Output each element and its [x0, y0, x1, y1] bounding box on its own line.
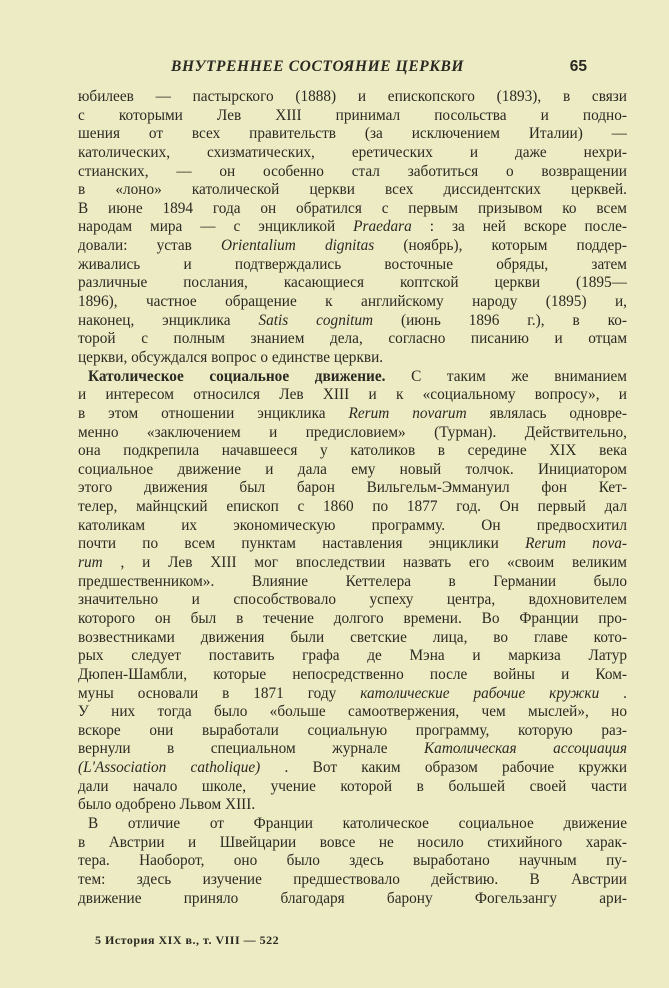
text-segment: Дюпен-Шамбли, которые непосредственно после войны и Ком- [78, 665, 627, 683]
text-segment: значительно и способствовало успеху центра, вдохновителем [78, 591, 627, 609]
text-segment: : за ней вскоре после- [429, 218, 627, 236]
text-segment: этого движения был барон Вильгельм-Эммануил фон Кет- [78, 479, 627, 497]
text-line [78, 368, 627, 387]
text-line [78, 890, 627, 909]
text-line [78, 703, 627, 722]
text-segment: . Вот каким образом рабочие кружки [284, 759, 627, 777]
text-line [78, 461, 627, 480]
text-segment: стианских, — он особенно стал заботиться о возвращении [78, 162, 627, 180]
text-segment: живались и подтверждались восточные обряды, затем [78, 255, 627, 273]
page-body-text [78, 88, 627, 908]
italic-text: католические рабочие кружки [360, 684, 600, 702]
text-segment: народам мира — с энцикликой [78, 218, 354, 236]
text-segment: В июне 1894 года он обратился с первым призывом ко всем [78, 199, 627, 217]
text-segment: рых следует поставить графа де Мэна и маркиза Латур [78, 647, 627, 665]
text-line [78, 666, 627, 685]
text-line [78, 722, 627, 741]
text-segment: предшественником». Влияние Кеттелера в Германии было [78, 572, 627, 590]
text-segment: довали: устав [78, 237, 222, 255]
text-line [78, 685, 627, 704]
italic-text: Католическая ассоциация [424, 740, 627, 758]
text-segment: вскоре они выработали социальную программу, которую раз- [78, 721, 627, 739]
text-segment: движение приняло благодаря барону Фогельзангу ари- [78, 889, 627, 907]
italic-text: rum [78, 554, 103, 572]
text-line [78, 740, 627, 759]
text-segment: телер, майнцский епископ с 1860 по 1877 год. Он первый дал [78, 498, 627, 516]
page-number: 65 [569, 58, 587, 75]
text-segment: шения от всех правительств (за исключением Италии) — [78, 125, 627, 143]
text-line [78, 554, 627, 573]
text-line [78, 125, 627, 144]
text-segment: было одобрено Львом XIII. [78, 796, 256, 814]
running-title: ВНУТРЕННЕЕ СОСТОЯНИЕ ЦЕРКВИ [171, 58, 465, 75]
text-segment: У них тогда было «больше самоотвержения, чем мыслей», но [78, 703, 627, 721]
text-segment: В отличие от Франции католическое социальное движение [88, 814, 627, 832]
text-segment: возвестниками движения были светские лица, во главе кото- [78, 628, 627, 646]
text-segment: 1896), частное обращение к английскому народу (1895) и, [78, 293, 627, 311]
text-segment: дали начало школе, учение которой в большей своей части [78, 777, 627, 795]
text-segment: католических, схизматических, еретических и даже нехри- [78, 143, 627, 161]
text-line [78, 107, 627, 126]
text-segment: С таким же вниманием [411, 367, 627, 385]
italic-text: (L'Association catholique) [78, 759, 261, 777]
text-line [78, 349, 627, 368]
text-segment: . [623, 684, 627, 702]
text-line [78, 517, 627, 536]
text-line [78, 218, 627, 237]
text-line [78, 479, 627, 498]
text-line [78, 442, 627, 461]
text-line [78, 88, 627, 107]
italic-text: Rerum novarum [348, 404, 467, 422]
text-line [78, 629, 627, 648]
text-line [78, 200, 627, 219]
text-line [78, 256, 627, 275]
text-segment: (июнь 1896 г.), в ко- [400, 311, 627, 329]
text-segment: и интересом относился Лев XIII и к «социальному вопросу», и [78, 386, 627, 404]
text-segment: торой с полным знанием дела, согласно писанию и отцам [78, 330, 627, 348]
text-line [78, 852, 627, 871]
text-line [78, 759, 627, 778]
text-segment: церкви, обсуждался вопрос о единстве церкви. [78, 348, 384, 366]
text-segment: различные послания, касающиеся коптской церкви (1895— [78, 274, 627, 292]
text-segment: наконец, энциклика [78, 311, 259, 329]
text-line [78, 144, 627, 163]
text-line [78, 591, 627, 610]
text-segment: тера. Наоборот, оно было здесь выработано научным пу- [78, 852, 627, 870]
text-segment: в «лоно» католической церкви всех диссидентских церквей. [78, 181, 627, 199]
text-segment: муны основали в 1871 году [78, 684, 361, 702]
text-segment: она подкрепила начавшееся у католиков в середине XIX века [78, 442, 627, 460]
printer-signature: 5 История XIX в., т. VIII — 522 [95, 933, 280, 947]
text-segment: в Австрии и Швейцарии вовсе не носило стихийного харак- [78, 833, 627, 851]
page-header [78, 58, 627, 80]
text-line [78, 834, 627, 853]
text-line [78, 498, 627, 517]
text-segment: менно «заключением и предисловием» (Турман). Действительно, [78, 423, 627, 441]
text-line [78, 424, 627, 443]
text-line [78, 163, 627, 182]
text-line [78, 796, 627, 815]
italic-text: Rerum nova- [525, 535, 627, 553]
text-line [78, 181, 627, 200]
text-line [78, 871, 627, 890]
text-segment: вернули в специальном журнале [78, 740, 425, 758]
text-line [78, 778, 627, 797]
text-line [78, 815, 627, 834]
text-line [78, 405, 627, 424]
italic-text: Orientalium dignitas [221, 237, 375, 255]
italic-text: Praedara [353, 218, 412, 236]
text-segment: которого он был в течение долгого времени. Во Франции про- [78, 609, 627, 627]
text-line [78, 386, 627, 405]
text-line [78, 274, 627, 293]
text-line [78, 293, 627, 312]
text-segment: (ноябрь), которым поддер- [403, 237, 627, 255]
italic-text: Satis cognitum [258, 311, 374, 329]
text-line [78, 610, 627, 629]
text-segment: юбилеев — пастырского (1888) и епископского (1893), в связи [78, 88, 627, 105]
text-line [78, 535, 627, 554]
text-segment: , и Лев XIII мог впоследствии назвать его «своим великим [120, 554, 627, 572]
text-line [78, 237, 627, 256]
text-segment: являлась одновре- [489, 404, 627, 422]
text-line [78, 312, 627, 331]
text-segment: тем: здесь изучение предшествовало действию. В Австрии [78, 870, 627, 888]
text-segment: социальное движение и дала ему новый толчок. Инициатором [78, 460, 627, 478]
text-segment: католикам их экономическую программу. Он предвосхитил [78, 516, 627, 534]
text-segment: почти по всем пунктам наставления энциклики [78, 535, 526, 553]
text-segment: в этом отношении энциклика [78, 404, 349, 422]
text-segment: с которыми Лев XIII принимал посольства и подно- [78, 106, 627, 124]
text-line [78, 573, 627, 592]
section-heading: Католическое социальное движение. [88, 367, 386, 385]
text-line [78, 647, 627, 666]
text-line [78, 330, 627, 349]
